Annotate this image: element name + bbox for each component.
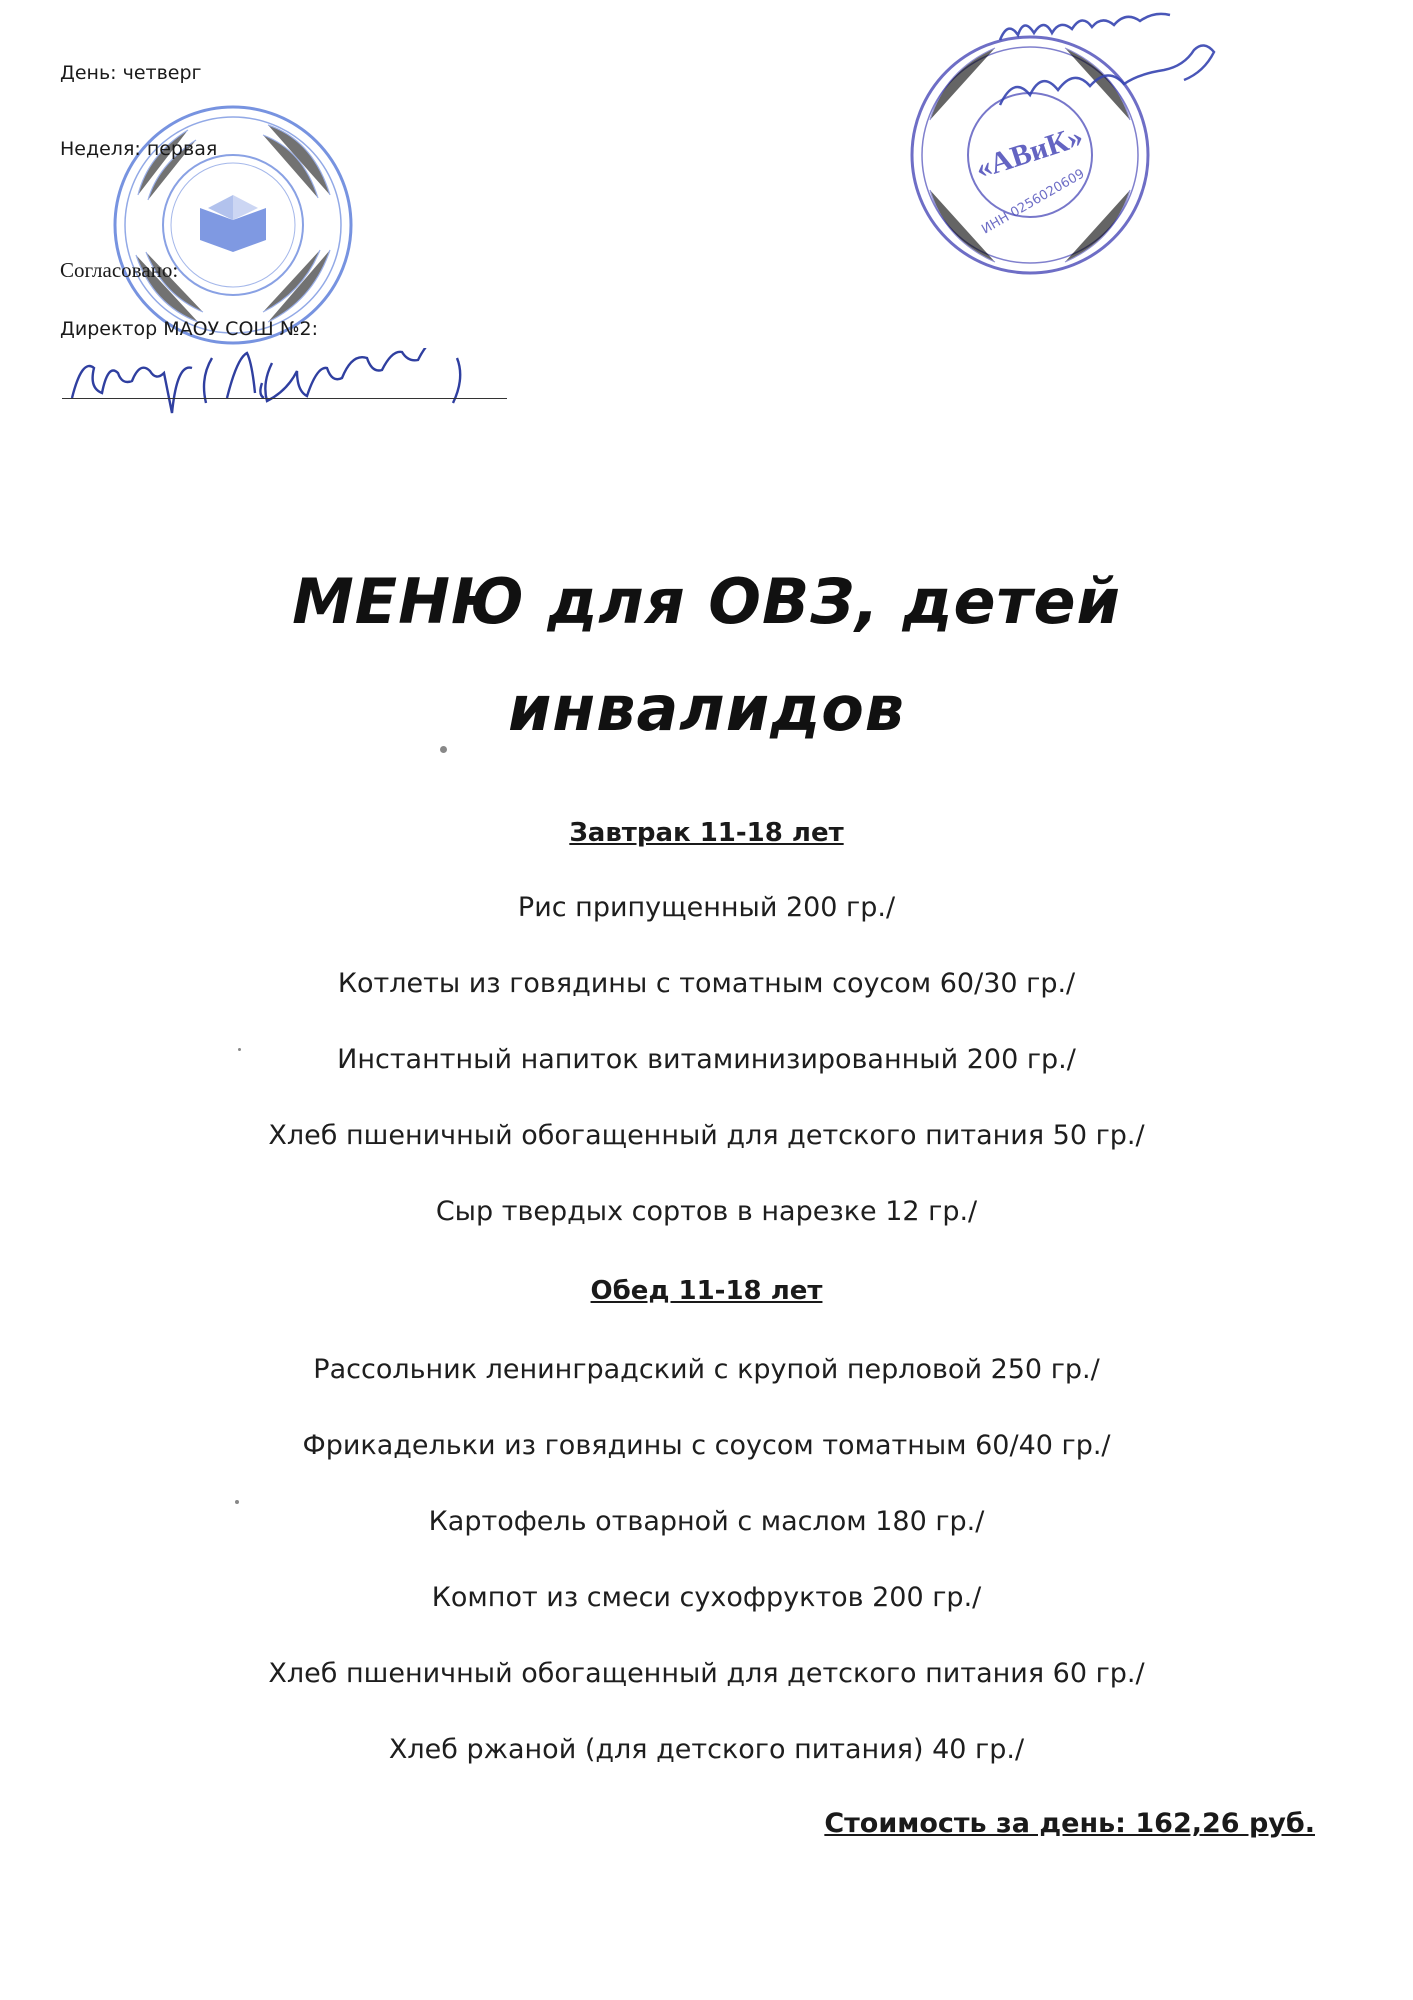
svg-text:«АВиК»: «АВиК» (971, 119, 1087, 186)
menu-item: Компот из смеси сухофруктов 200 гр./ (431, 1582, 982, 1613)
signature-line (62, 398, 507, 399)
scan-speck (235, 1500, 239, 1504)
menu-item: Хлеб пшеничный обогащенный для детского питания 60 гр./ (268, 1658, 1145, 1689)
director-label: Директор МАОУ СОШ №2: (60, 318, 319, 340)
menu-item: Сыр твердых сортов в нарезке 12 гр./ (435, 1196, 978, 1227)
page-title-line1: МЕНЮ для ОВЗ, детей (292, 565, 1121, 638)
week-label: Неделя: первая (60, 138, 218, 160)
daily-total: Стоимость за день: 162,26 руб. (824, 1808, 1315, 1839)
director-signature (62, 348, 482, 418)
menu-item: Картофель отварной с маслом 180 гр./ (428, 1506, 985, 1537)
menu-item: Хлеб ржаной (для детского питания) 40 гр./ (388, 1734, 1025, 1765)
menu-item: Инстантный напиток витаминизированный 200 гр./ (337, 1044, 1076, 1075)
scan-speck (440, 746, 447, 753)
breakfast-heading: Завтрак 11-18 лет (569, 818, 844, 848)
company-stamp (885, 10, 1325, 290)
lunch-heading: Обед 11-18 лет (590, 1276, 823, 1306)
day-label: День: четверг (60, 62, 202, 84)
menu-item: Рассольник ленинградский с крупой перловой 250 гр./ (313, 1354, 1100, 1385)
scan-speck (238, 1048, 241, 1051)
menu-item: Хлеб пшеничный обогащенный для детского питания 50 гр./ (268, 1120, 1145, 1151)
menu-item: Фрикадельки из говядины с соусом томатным 60/40 гр./ (302, 1430, 1111, 1461)
approved-label: Согласовано: (60, 258, 179, 282)
page-title-line2: инвалидов (507, 672, 906, 745)
menu-item: Рис припущенный 200 гр./ (517, 892, 896, 923)
svg-text:ИНН 0256020609: ИНН 0256020609 (979, 166, 1088, 238)
menu-item: Котлеты из говядины с томатным соусом 60/30 гр./ (337, 968, 1076, 999)
